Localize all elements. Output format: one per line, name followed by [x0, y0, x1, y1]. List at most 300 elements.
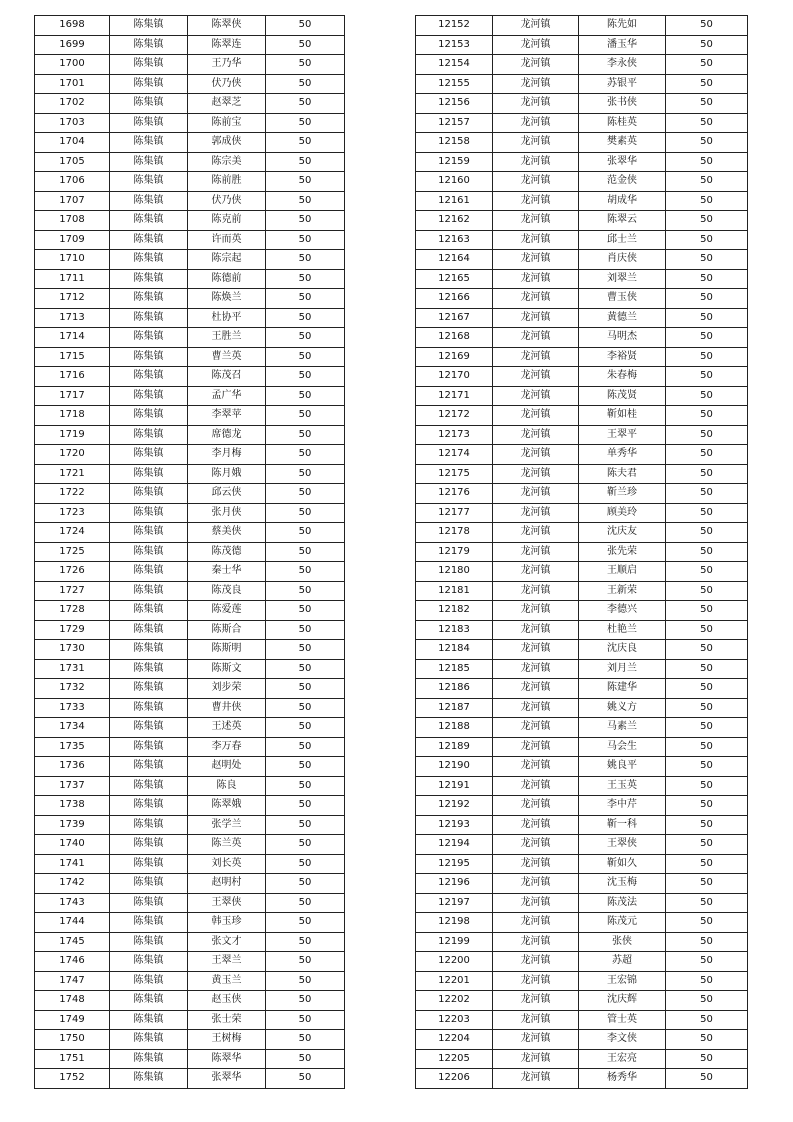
serial-number-cell: 1710 — [35, 250, 110, 270]
amount-cell: 50 — [266, 835, 345, 855]
town-cell: 陈集镇 — [110, 445, 188, 465]
name-cell: 张士荣 — [188, 1010, 266, 1030]
serial-number-cell: 12201 — [416, 971, 493, 991]
town-cell: 龙河镇 — [493, 464, 579, 484]
serial-number-cell: 12158 — [416, 133, 493, 153]
amount-cell: 50 — [666, 230, 748, 250]
name-cell: 陈翠娥 — [188, 796, 266, 816]
amount-cell: 50 — [266, 913, 345, 933]
amount-cell: 50 — [666, 347, 748, 367]
amount-cell: 50 — [266, 757, 345, 777]
amount-cell: 50 — [666, 308, 748, 328]
town-cell: 龙河镇 — [493, 991, 579, 1011]
serial-number-cell: 12163 — [416, 230, 493, 250]
serial-number-cell: 12194 — [416, 835, 493, 855]
table-row — [416, 581, 748, 601]
town-cell: 陈集镇 — [110, 581, 188, 601]
town-cell: 陈集镇 — [110, 874, 188, 894]
amount-cell: 50 — [666, 503, 748, 523]
amount-cell: 50 — [266, 932, 345, 952]
serial-number-cell: 12168 — [416, 328, 493, 348]
name-cell: 曹井侠 — [188, 698, 266, 718]
amount-cell: 50 — [266, 230, 345, 250]
amount-cell: 50 — [666, 269, 748, 289]
serial-number-cell: 1740 — [35, 835, 110, 855]
amount-cell: 50 — [666, 893, 748, 913]
name-cell: 樊素英 — [579, 133, 666, 153]
table-row — [35, 991, 345, 1011]
name-cell: 陈翠云 — [579, 211, 666, 231]
serial-number-cell: 12164 — [416, 250, 493, 270]
town-cell: 陈集镇 — [110, 347, 188, 367]
amount-cell: 50 — [666, 601, 748, 621]
serial-number-cell: 1716 — [35, 367, 110, 387]
name-cell: 刘步荣 — [188, 679, 266, 699]
table-row — [35, 269, 345, 289]
amount-cell: 50 — [266, 1010, 345, 1030]
town-cell: 龙河镇 — [493, 854, 579, 874]
table-row — [416, 347, 748, 367]
amount-cell: 50 — [666, 191, 748, 211]
name-cell: 单秀华 — [579, 445, 666, 465]
name-cell: 王宏亮 — [579, 1049, 666, 1069]
serial-number-cell: 1752 — [35, 1069, 110, 1089]
table-row — [416, 425, 748, 445]
table-row — [416, 328, 748, 348]
name-cell: 李月梅 — [188, 445, 266, 465]
table-row — [416, 172, 748, 192]
table-row — [416, 1069, 748, 1089]
town-cell: 龙河镇 — [493, 893, 579, 913]
amount-cell: 50 — [266, 211, 345, 231]
table-row — [416, 230, 748, 250]
amount-cell: 50 — [666, 991, 748, 1011]
table-row — [35, 874, 345, 894]
serial-number-cell: 12175 — [416, 464, 493, 484]
serial-number-cell: 12204 — [416, 1030, 493, 1050]
amount-cell: 50 — [266, 328, 345, 348]
table-row — [35, 776, 345, 796]
name-cell: 王翠平 — [579, 425, 666, 445]
serial-number-cell: 1721 — [35, 464, 110, 484]
amount-cell: 50 — [266, 659, 345, 679]
name-cell: 曹兰英 — [188, 347, 266, 367]
serial-number-cell: 12167 — [416, 308, 493, 328]
table-row — [35, 542, 345, 562]
serial-number-cell: 1704 — [35, 133, 110, 153]
town-cell: 龙河镇 — [493, 1030, 579, 1050]
serial-number-cell: 12189 — [416, 737, 493, 757]
name-cell: 陈茂法 — [579, 893, 666, 913]
table-row — [35, 289, 345, 309]
table-row — [35, 425, 345, 445]
town-cell: 龙河镇 — [493, 55, 579, 75]
amount-cell: 50 — [666, 718, 748, 738]
town-cell: 龙河镇 — [493, 191, 579, 211]
town-cell: 陈集镇 — [110, 386, 188, 406]
table-row — [35, 815, 345, 835]
town-cell: 龙河镇 — [493, 757, 579, 777]
serial-number-cell: 1744 — [35, 913, 110, 933]
right-roster-table — [415, 15, 748, 1089]
name-cell: 张先荣 — [579, 542, 666, 562]
amount-cell: 50 — [266, 367, 345, 387]
amount-cell: 50 — [666, 581, 748, 601]
serial-number-cell: 12174 — [416, 445, 493, 465]
serial-number-cell: 12193 — [416, 815, 493, 835]
serial-number-cell: 12186 — [416, 679, 493, 699]
serial-number-cell: 1711 — [35, 269, 110, 289]
name-cell: 姚良平 — [579, 757, 666, 777]
town-cell: 龙河镇 — [493, 503, 579, 523]
town-cell: 龙河镇 — [493, 445, 579, 465]
amount-cell: 50 — [666, 835, 748, 855]
name-cell: 陈宗美 — [188, 152, 266, 172]
serial-number-cell: 1725 — [35, 542, 110, 562]
serial-number-cell: 1727 — [35, 581, 110, 601]
table-row — [35, 601, 345, 621]
serial-number-cell: 1706 — [35, 172, 110, 192]
amount-cell: 50 — [266, 464, 345, 484]
name-cell: 王顺启 — [579, 562, 666, 582]
amount-cell: 50 — [666, 406, 748, 426]
serial-number-cell: 1723 — [35, 503, 110, 523]
town-cell: 龙河镇 — [493, 250, 579, 270]
name-cell: 李中芹 — [579, 796, 666, 816]
table-row — [416, 698, 748, 718]
table-row — [35, 230, 345, 250]
table-row — [35, 640, 345, 660]
serial-number-cell: 1715 — [35, 347, 110, 367]
town-cell: 龙河镇 — [493, 581, 579, 601]
table-row — [35, 16, 345, 36]
name-cell: 马素兰 — [579, 718, 666, 738]
town-cell: 陈集镇 — [110, 523, 188, 543]
town-cell: 陈集镇 — [110, 94, 188, 114]
town-cell: 陈集镇 — [110, 991, 188, 1011]
amount-cell: 50 — [266, 776, 345, 796]
table-row — [416, 16, 748, 36]
table-row — [35, 562, 345, 582]
name-cell: 王胜兰 — [188, 328, 266, 348]
serial-number-cell: 1748 — [35, 991, 110, 1011]
serial-number-cell: 12195 — [416, 854, 493, 874]
table-row — [35, 932, 345, 952]
table-row — [35, 152, 345, 172]
serial-number-cell: 12192 — [416, 796, 493, 816]
town-cell: 陈集镇 — [110, 601, 188, 621]
amount-cell: 50 — [266, 523, 345, 543]
name-cell: 张侠 — [579, 932, 666, 952]
table-row — [35, 367, 345, 387]
amount-cell: 50 — [266, 601, 345, 621]
serial-number-cell: 1729 — [35, 620, 110, 640]
name-cell: 李文侠 — [579, 1030, 666, 1050]
town-cell: 龙河镇 — [493, 698, 579, 718]
name-cell: 赵翠芝 — [188, 94, 266, 114]
town-cell: 龙河镇 — [493, 94, 579, 114]
amount-cell: 50 — [666, 328, 748, 348]
town-cell: 龙河镇 — [493, 932, 579, 952]
name-cell: 陈夫君 — [579, 464, 666, 484]
serial-number-cell: 1728 — [35, 601, 110, 621]
town-cell: 龙河镇 — [493, 523, 579, 543]
name-cell: 李万春 — [188, 737, 266, 757]
table-row — [35, 796, 345, 816]
table-row — [35, 835, 345, 855]
serial-number-cell: 12165 — [416, 269, 493, 289]
name-cell: 韩玉珍 — [188, 913, 266, 933]
name-cell: 马会生 — [579, 737, 666, 757]
table-row — [416, 211, 748, 231]
name-cell: 李德兴 — [579, 601, 666, 621]
town-cell: 陈集镇 — [110, 679, 188, 699]
name-cell: 张月侠 — [188, 503, 266, 523]
serial-number-cell: 1701 — [35, 74, 110, 94]
town-cell: 陈集镇 — [110, 133, 188, 153]
serial-number-cell: 12187 — [416, 698, 493, 718]
amount-cell: 50 — [666, 172, 748, 192]
name-cell: 张文才 — [188, 932, 266, 952]
serial-number-cell: 1720 — [35, 445, 110, 465]
town-cell: 陈集镇 — [110, 308, 188, 328]
table-row — [35, 757, 345, 777]
table-row — [35, 737, 345, 757]
town-cell: 陈集镇 — [110, 1010, 188, 1030]
amount-cell: 50 — [266, 425, 345, 445]
table-row — [416, 191, 748, 211]
name-cell: 王述英 — [188, 718, 266, 738]
serial-number-cell: 12188 — [416, 718, 493, 738]
town-cell: 陈集镇 — [110, 776, 188, 796]
amount-cell: 50 — [266, 74, 345, 94]
table-row — [416, 269, 748, 289]
amount-cell: 50 — [266, 133, 345, 153]
amount-cell: 50 — [666, 971, 748, 991]
serial-number-cell: 12161 — [416, 191, 493, 211]
serial-number-cell: 1707 — [35, 191, 110, 211]
town-cell: 龙河镇 — [493, 367, 579, 387]
table-row — [416, 640, 748, 660]
table-row — [416, 971, 748, 991]
name-cell: 马明杰 — [579, 328, 666, 348]
name-cell: 胡成华 — [579, 191, 666, 211]
table-row — [416, 601, 748, 621]
town-cell: 龙河镇 — [493, 386, 579, 406]
name-cell: 陈宗起 — [188, 250, 266, 270]
table-row — [35, 523, 345, 543]
name-cell: 黄德兰 — [579, 308, 666, 328]
table-row — [35, 659, 345, 679]
name-cell: 陈良 — [188, 776, 266, 796]
name-cell: 陈焕兰 — [188, 289, 266, 309]
amount-cell: 50 — [666, 133, 748, 153]
amount-cell: 50 — [266, 191, 345, 211]
table-row — [35, 250, 345, 270]
town-cell: 龙河镇 — [493, 328, 579, 348]
table-row — [416, 289, 748, 309]
serial-number-cell: 12176 — [416, 484, 493, 504]
town-cell: 龙河镇 — [493, 659, 579, 679]
name-cell: 张书侠 — [579, 94, 666, 114]
amount-cell: 50 — [266, 1049, 345, 1069]
name-cell: 曹玉侠 — [579, 289, 666, 309]
amount-cell: 50 — [666, 1049, 748, 1069]
serial-number-cell: 12170 — [416, 367, 493, 387]
town-cell: 龙河镇 — [493, 718, 579, 738]
amount-cell: 50 — [666, 698, 748, 718]
table-row — [35, 328, 345, 348]
table-row — [416, 55, 748, 75]
amount-cell: 50 — [666, 659, 748, 679]
serial-number-cell: 1738 — [35, 796, 110, 816]
table-row — [35, 347, 345, 367]
name-cell: 沈庆辉 — [579, 991, 666, 1011]
amount-cell: 50 — [266, 484, 345, 504]
town-cell: 龙河镇 — [493, 16, 579, 36]
name-cell: 陈爱莲 — [188, 601, 266, 621]
amount-cell: 50 — [266, 893, 345, 913]
serial-number-cell: 1699 — [35, 35, 110, 55]
amount-cell: 50 — [266, 347, 345, 367]
amount-cell: 50 — [666, 737, 748, 757]
town-cell: 陈集镇 — [110, 328, 188, 348]
amount-cell: 50 — [266, 289, 345, 309]
table-row — [35, 464, 345, 484]
amount-cell: 50 — [266, 172, 345, 192]
serial-number-cell: 1737 — [35, 776, 110, 796]
amount-cell: 50 — [666, 386, 748, 406]
amount-cell: 50 — [266, 1030, 345, 1050]
serial-number-cell: 1712 — [35, 289, 110, 309]
table-row — [35, 503, 345, 523]
table-row — [35, 74, 345, 94]
amount-cell: 50 — [666, 913, 748, 933]
town-cell: 陈集镇 — [110, 269, 188, 289]
table-row — [416, 991, 748, 1011]
amount-cell: 50 — [266, 718, 345, 738]
amount-cell: 50 — [266, 35, 345, 55]
table-row — [416, 133, 748, 153]
town-cell: 龙河镇 — [493, 796, 579, 816]
table-row — [416, 250, 748, 270]
name-cell: 杜艳兰 — [579, 620, 666, 640]
name-cell: 杨秀华 — [579, 1069, 666, 1089]
amount-cell: 50 — [666, 796, 748, 816]
serial-number-cell: 1726 — [35, 562, 110, 582]
amount-cell: 50 — [266, 250, 345, 270]
table-row — [416, 893, 748, 913]
town-cell: 龙河镇 — [493, 1010, 579, 1030]
town-cell: 陈集镇 — [110, 289, 188, 309]
table-row — [35, 1069, 345, 1089]
serial-number-cell: 1702 — [35, 94, 110, 114]
name-cell: 肖庆侠 — [579, 250, 666, 270]
name-cell: 李裕贤 — [579, 347, 666, 367]
name-cell: 邱士兰 — [579, 230, 666, 250]
town-cell: 龙河镇 — [493, 74, 579, 94]
table-row — [35, 581, 345, 601]
serial-number-cell: 12191 — [416, 776, 493, 796]
amount-cell: 50 — [666, 55, 748, 75]
serial-number-cell: 1700 — [35, 55, 110, 75]
table-row — [416, 874, 748, 894]
name-cell: 刘月兰 — [579, 659, 666, 679]
right-table-body — [416, 16, 748, 1089]
name-cell: 席德龙 — [188, 425, 266, 445]
amount-cell: 50 — [266, 445, 345, 465]
amount-cell: 50 — [666, 425, 748, 445]
town-cell: 龙河镇 — [493, 640, 579, 660]
name-cell: 邱云侠 — [188, 484, 266, 504]
amount-cell: 50 — [266, 991, 345, 1011]
amount-cell: 50 — [266, 679, 345, 699]
amount-cell: 50 — [666, 952, 748, 972]
name-cell: 陈茂元 — [579, 913, 666, 933]
serial-number-cell: 1741 — [35, 854, 110, 874]
table-row — [416, 737, 748, 757]
name-cell: 陈茂召 — [188, 367, 266, 387]
name-cell: 秦士华 — [188, 562, 266, 582]
name-cell: 陈茂贤 — [579, 386, 666, 406]
name-cell: 张学兰 — [188, 815, 266, 835]
amount-cell: 50 — [666, 1030, 748, 1050]
amount-cell: 50 — [666, 757, 748, 777]
name-cell: 陈茂德 — [188, 542, 266, 562]
town-cell: 陈集镇 — [110, 1049, 188, 1069]
table-row — [416, 835, 748, 855]
serial-number-cell: 12200 — [416, 952, 493, 972]
serial-number-cell: 1703 — [35, 113, 110, 133]
serial-number-cell: 1722 — [35, 484, 110, 504]
town-cell: 陈集镇 — [110, 640, 188, 660]
name-cell: 李翠苹 — [188, 406, 266, 426]
town-cell: 陈集镇 — [110, 16, 188, 36]
town-cell: 龙河镇 — [493, 542, 579, 562]
table-row — [35, 406, 345, 426]
town-cell: 龙河镇 — [493, 1069, 579, 1089]
table-row — [35, 445, 345, 465]
name-cell: 沈庆良 — [579, 640, 666, 660]
town-cell: 陈集镇 — [110, 698, 188, 718]
amount-cell: 50 — [266, 152, 345, 172]
name-cell: 蔡美侠 — [188, 523, 266, 543]
name-cell: 陈翠华 — [188, 1049, 266, 1069]
table-row — [416, 386, 748, 406]
amount-cell: 50 — [266, 854, 345, 874]
name-cell: 刘翠兰 — [579, 269, 666, 289]
name-cell: 郭成侠 — [188, 133, 266, 153]
serial-number-cell: 12180 — [416, 562, 493, 582]
table-row — [35, 211, 345, 231]
table-row — [416, 796, 748, 816]
name-cell: 赵玉侠 — [188, 991, 266, 1011]
town-cell: 龙河镇 — [493, 152, 579, 172]
table-row — [416, 932, 748, 952]
serial-number-cell: 12178 — [416, 523, 493, 543]
serial-number-cell: 12160 — [416, 172, 493, 192]
town-cell: 龙河镇 — [493, 308, 579, 328]
serial-number-cell: 1731 — [35, 659, 110, 679]
name-cell: 王新荣 — [579, 581, 666, 601]
town-cell: 龙河镇 — [493, 1049, 579, 1069]
name-cell: 陈月娥 — [188, 464, 266, 484]
table-row — [416, 503, 748, 523]
amount-cell: 50 — [666, 16, 748, 36]
serial-number-cell: 1736 — [35, 757, 110, 777]
town-cell: 陈集镇 — [110, 367, 188, 387]
amount-cell: 50 — [266, 952, 345, 972]
